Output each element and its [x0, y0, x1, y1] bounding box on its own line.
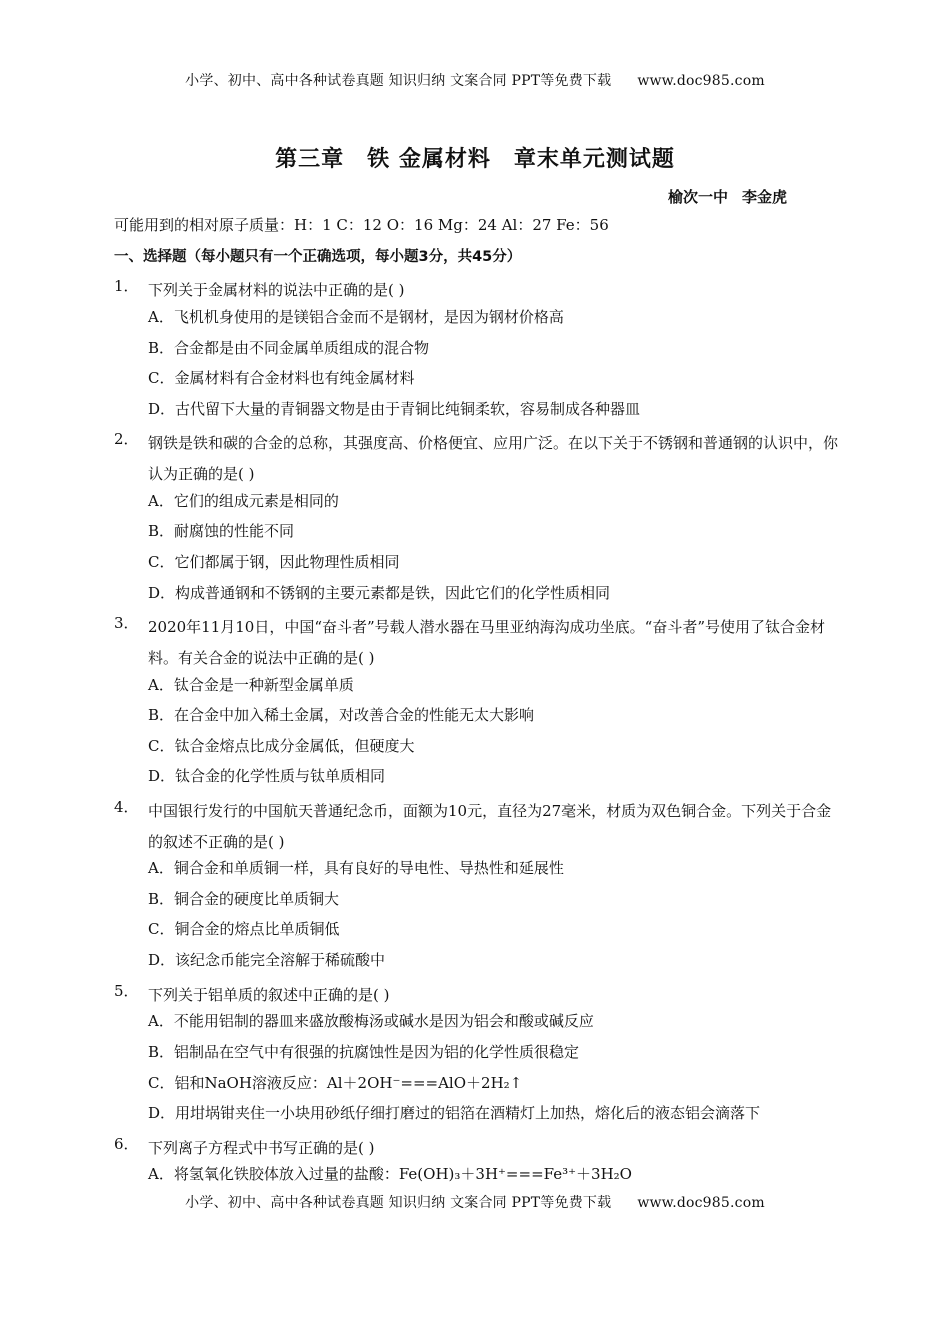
section-heading: 一、选择题（每小题只有一个正确选项，每小题3分，共45分）: [114, 249, 522, 265]
option-2a: A．它们的组成元素是相同的: [148, 492, 339, 510]
header-site: www.doc985.com: [637, 73, 765, 89]
question-number: 5．: [114, 982, 139, 1000]
question-number: 2．: [114, 430, 139, 448]
author: [668, 186, 787, 207]
question-stem: 下列关于铝单质的叙述中正确的是( ): [148, 986, 390, 1004]
author-name: 李金虎: [742, 188, 788, 206]
question-number: 3．: [114, 614, 139, 632]
option-3a: A．钛合金是一种新型金属单质: [148, 676, 354, 694]
page-title: 第三章 铁 金属材料 章末单元测试题: [275, 147, 675, 172]
question-stem: 下列离子方程式中书写正确的是( ): [148, 1139, 375, 1157]
option-5d: D．用坩埚钳夹住一小块用砂纸仔细打磨过的铝箔在酒精灯上加热，熔化后的液态铝会滴落下: [148, 1104, 761, 1122]
option-3b: B．在合金中加入稀土金属，对改善合金的性能无太大影响: [148, 706, 535, 724]
option-1c: C．金属材料有合金材料也有纯金属材料: [148, 369, 415, 387]
option-5a: A．不能用铝制的器皿来盛放酸梅汤或碱水是因为铝会和酸或碱反应: [148, 1012, 594, 1030]
question-number: 4．: [114, 798, 139, 816]
option-2d: D．构成普通钢和不锈钢的主要元素都是铁，因此它们的化学性质相同: [148, 584, 611, 602]
question-stem: 钢铁是铁和碳的合金的总称，其强度高、价格便宜、应用广泛。在以下关于不锈钢和普通钢的认识中，你认为正确的是( ): [148, 434, 839, 483]
option-5b: B．铝制品在空气中有很强的抗腐蚀性是因为铝的化学性质很稳定: [148, 1043, 580, 1061]
page-footer: [0, 1192, 950, 1212]
question-stem: 2020年11月10日，中国“奋斗者”号载人潜水器在马里亚纳海沟成功坐底。“奋斗者”号使用了钛合金材料。有关合金的说法中正确的是( ): [148, 618, 826, 667]
question-number: 6．: [114, 1135, 139, 1153]
option-3d: D．钛合金的化学性质与钛单质相同: [148, 767, 386, 785]
option-2c: C．它们都属于钢，因此物理性质相同: [148, 553, 400, 571]
option-4a: A．铜合金和单质铜一样，具有良好的导电性、导热性和延展性: [148, 859, 564, 877]
option-3c: C．钛合金熔点比成分金属低，但硬度大: [148, 737, 415, 755]
question-stem: 下列关于金属材料的说法中正确的是( ): [148, 281, 405, 299]
option-1b: B．合金都是由不同金属单质组成的混合物: [148, 339, 430, 357]
atomic-masses: 可能用到的相对原子质量：H：1 C：12 O：16 Mg：24 Al：27 Fe：56: [114, 216, 609, 234]
header-text: 小学、初中、高中各种试卷真题 知识归纳 文案合同 PPT等免费下载: [185, 73, 612, 89]
option-4b: B．铜合金的硬度比单质铜大: [148, 890, 340, 908]
option-4d: D．该纪念币能完全溶解于稀硫酸中: [148, 951, 386, 969]
page-header: [0, 70, 950, 90]
option-6a: A．将氢氧化铁胶体放入过量的盐酸：Fe(OH)₃＋3H⁺===Fe³⁺＋3H₂O: [148, 1165, 632, 1183]
option-4c: C．铜合金的熔点比单质铜低: [148, 920, 340, 938]
footer-text: 小学、初中、高中各种试卷真题 知识归纳 文案合同 PPT等免费下载: [185, 1195, 612, 1211]
question-stem: 中国银行发行的中国航天普通纪念币，面额为10元，直径为27毫米，材质为双色铜合金。下列关于合金的叙述不正确的是( ): [148, 802, 832, 851]
option-2b: B．耐腐蚀的性能不同: [148, 522, 295, 540]
question-number: 1．: [114, 277, 139, 295]
option-1d: D．古代留下大量的青铜器文物是由于青铜比纯铜柔软，容易制成各种器皿: [148, 400, 641, 418]
author-school: 榆次一中: [668, 188, 729, 206]
option-1a: A．飞机机身使用的是镁铝合金而不是钢材，是因为钢材价格高: [148, 308, 564, 326]
footer-site: www.doc985.com: [637, 1195, 765, 1211]
option-5c: C．铝和NaOH溶液反应：Al＋2OH⁻===AlO＋2H₂↑: [148, 1074, 523, 1092]
